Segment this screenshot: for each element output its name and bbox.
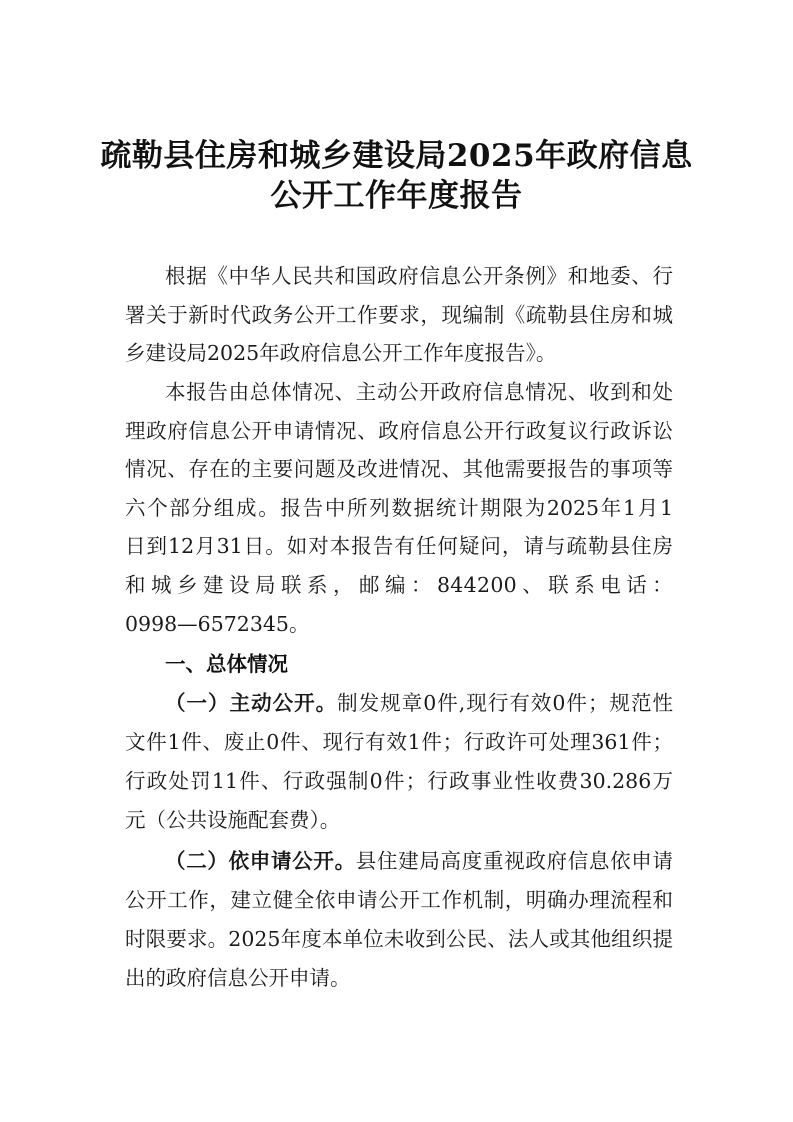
subsection-1-first-text: 制发规章0件,现行有效0件；规范性	[337, 691, 674, 715]
scope-line-2: 理政府信息公开申请情况、政府信息公开行政复议行政诉讼	[125, 419, 673, 443]
scope-line-5: 日到12月31日。如对本报告有任何疑问，请与疏勒县住房	[125, 534, 673, 558]
scope-line-6: 和城乡建设局联系，邮编：844200、联系电话：	[125, 573, 673, 597]
intro-line-1: 根据《中华人民共和国政府信息公开条例》和地委、行	[165, 264, 673, 288]
subsection-2-first-line	[165, 841, 673, 881]
subsection-2-line-3: 时限要求。2025年度本单位未收到公民、法人或其他组织提	[125, 927, 673, 951]
intro-line-3: 乡建设局2025年政府信息公开工作年度报告》。	[125, 341, 557, 365]
subsection-1-lead: （一）主动公开。	[165, 691, 338, 715]
subsection-1-line-4: 元（公共设施配套费）。	[125, 808, 341, 832]
subsection-1-first-line	[165, 683, 673, 723]
scope-line-1: 本报告由总体情况、主动公开政府信息情况、收到和处	[165, 380, 673, 404]
subsection-1-line-3: 行政处罚11件、行政强制0件；行政事业性收费30.286万	[125, 769, 673, 793]
scope-line-7: 0998—6572345。	[125, 612, 310, 636]
subsection-2-lead: （二）依申请公开。	[165, 849, 356, 873]
intro-line-2: 署关于新时代政务公开工作要求，现编制《疏勒县住房和城	[125, 303, 673, 327]
report-title-line-1: 疏勒县住房和城乡建设局2025年政府信息	[100, 138, 693, 174]
report-title-line-2: 公开工作年度报告	[270, 178, 523, 214]
subsection-2-first-text: 县住建局高度重视政府信息依申请	[355, 849, 674, 873]
subsection-1-line-2: 文件1件、废止0件、现行有效1件；行政许可处理361件；	[125, 730, 673, 754]
scope-line-3: 情况、存在的主要问题及改进情况、其他需要报告的事项等	[125, 457, 673, 481]
scope-line-4: 六个部分组成。报告中所列数据统计期限为2025年1月1	[125, 496, 673, 520]
section-heading-overall: 一、总体情况	[165, 652, 288, 676]
subsection-2-line-4: 出的政府信息公开申请。	[125, 966, 351, 990]
subsection-2-line-2: 公开工作，建立健全依申请公开工作机制，明确办理流程和	[125, 888, 673, 912]
